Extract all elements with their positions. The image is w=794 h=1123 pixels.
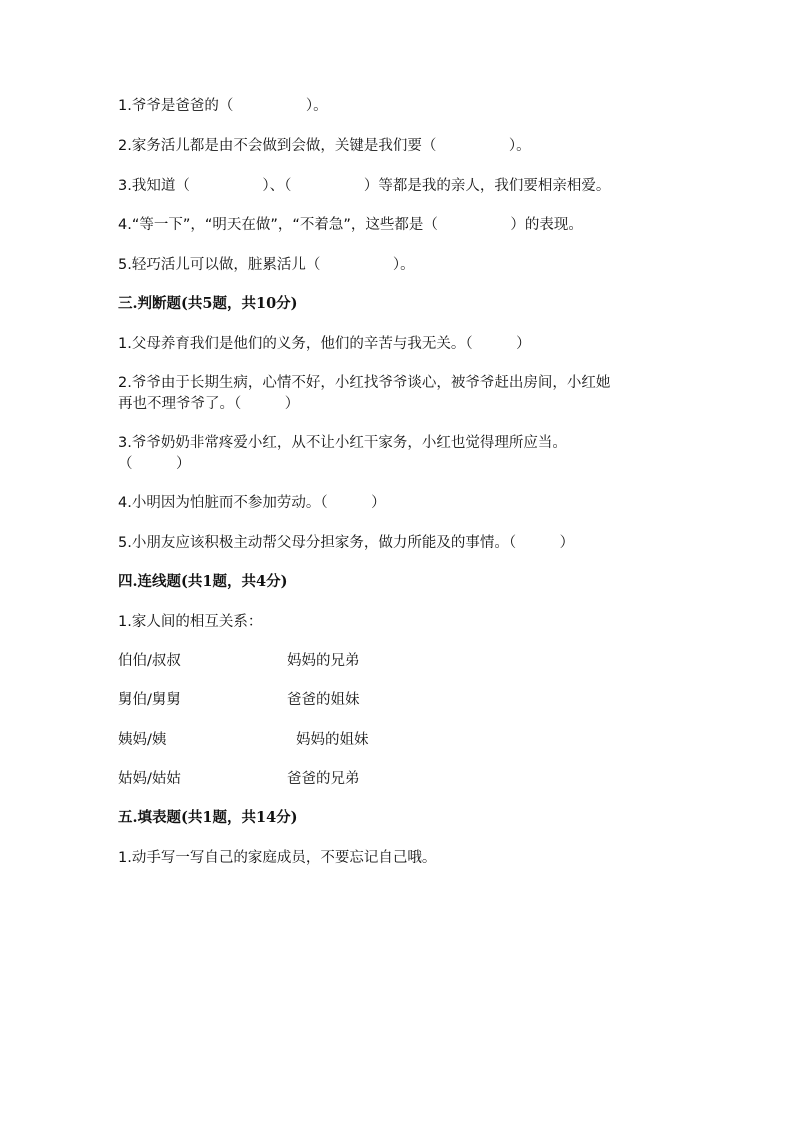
- matching-left-1: 伯伯/叔叔: [118, 653, 181, 669]
- section-heading-matching: 四.连线题(共1题，共4分): [118, 573, 288, 590]
- section-heading-judge: 三.判断题(共5题，共10分): [118, 295, 298, 312]
- judge-item-4: 4.小明因为怕脏而不参加劳动。（ ）: [118, 495, 386, 511]
- matching-right-2: 爸爸的姐妹: [287, 692, 360, 708]
- judge-item-3-line-1: 3.爷爷奶奶非常疼爱小红，从不让小红干家务，小红也觉得理所应当。: [118, 435, 567, 451]
- matching-left-2: 舅伯/舅舅: [118, 692, 181, 708]
- judge-item-1: 1.父母养育我们是他们的义务，他们的辛苦与我无关。（ ）: [118, 336, 531, 352]
- judge-item-2-line-2: 再也不理爷爷了。（ ）: [118, 396, 300, 412]
- matching-right-3: 妈妈的姐妹: [296, 732, 369, 748]
- fill-blank-item-4: 4.“等一下”，“明天在做”，“不着急”，这些都是（ ）的表现。: [118, 217, 583, 233]
- section-heading-table-fill: 五.填表题(共1题，共14分): [118, 809, 298, 826]
- matching-left-4: 姑妈/姑姑: [118, 771, 181, 787]
- fill-blank-item-5: 5.轻巧活儿可以做，脏累活儿（ ）。: [118, 257, 415, 273]
- judge-item-3-line-2: （ ）: [118, 456, 191, 472]
- matching-question: 1.家人间的相互关系：: [118, 614, 263, 630]
- table-fill-question: 1.动手写一写自己的家庭成员，不要忘记自己哦。: [118, 850, 437, 866]
- matching-right-1: 妈妈的兄弟: [287, 653, 360, 669]
- matching-right-4: 爸爸的兄弟: [287, 771, 360, 787]
- judge-item-5: 5.小朋友应该积极主动帮父母分担家务，做力所能及的事情。（ ）: [118, 535, 575, 551]
- fill-blank-item-1: 1.爷爷是爸爸的（ ）。: [118, 98, 328, 114]
- matching-left-3: 姨妈/姨: [118, 732, 167, 748]
- fill-blank-item-3: 3.我知道（ ）、（ ）等都是我的亲人，我们要相亲相爱。: [118, 178, 611, 194]
- fill-blank-item-2: 2.家务活儿都是由不会做到会做，关键是我们要（ ）。: [118, 138, 531, 154]
- judge-item-2-line-1: 2.爷爷由于长期生病，心情不好，小红找爷爷谈心，被爷爷赶出房间，小红她: [118, 375, 611, 391]
